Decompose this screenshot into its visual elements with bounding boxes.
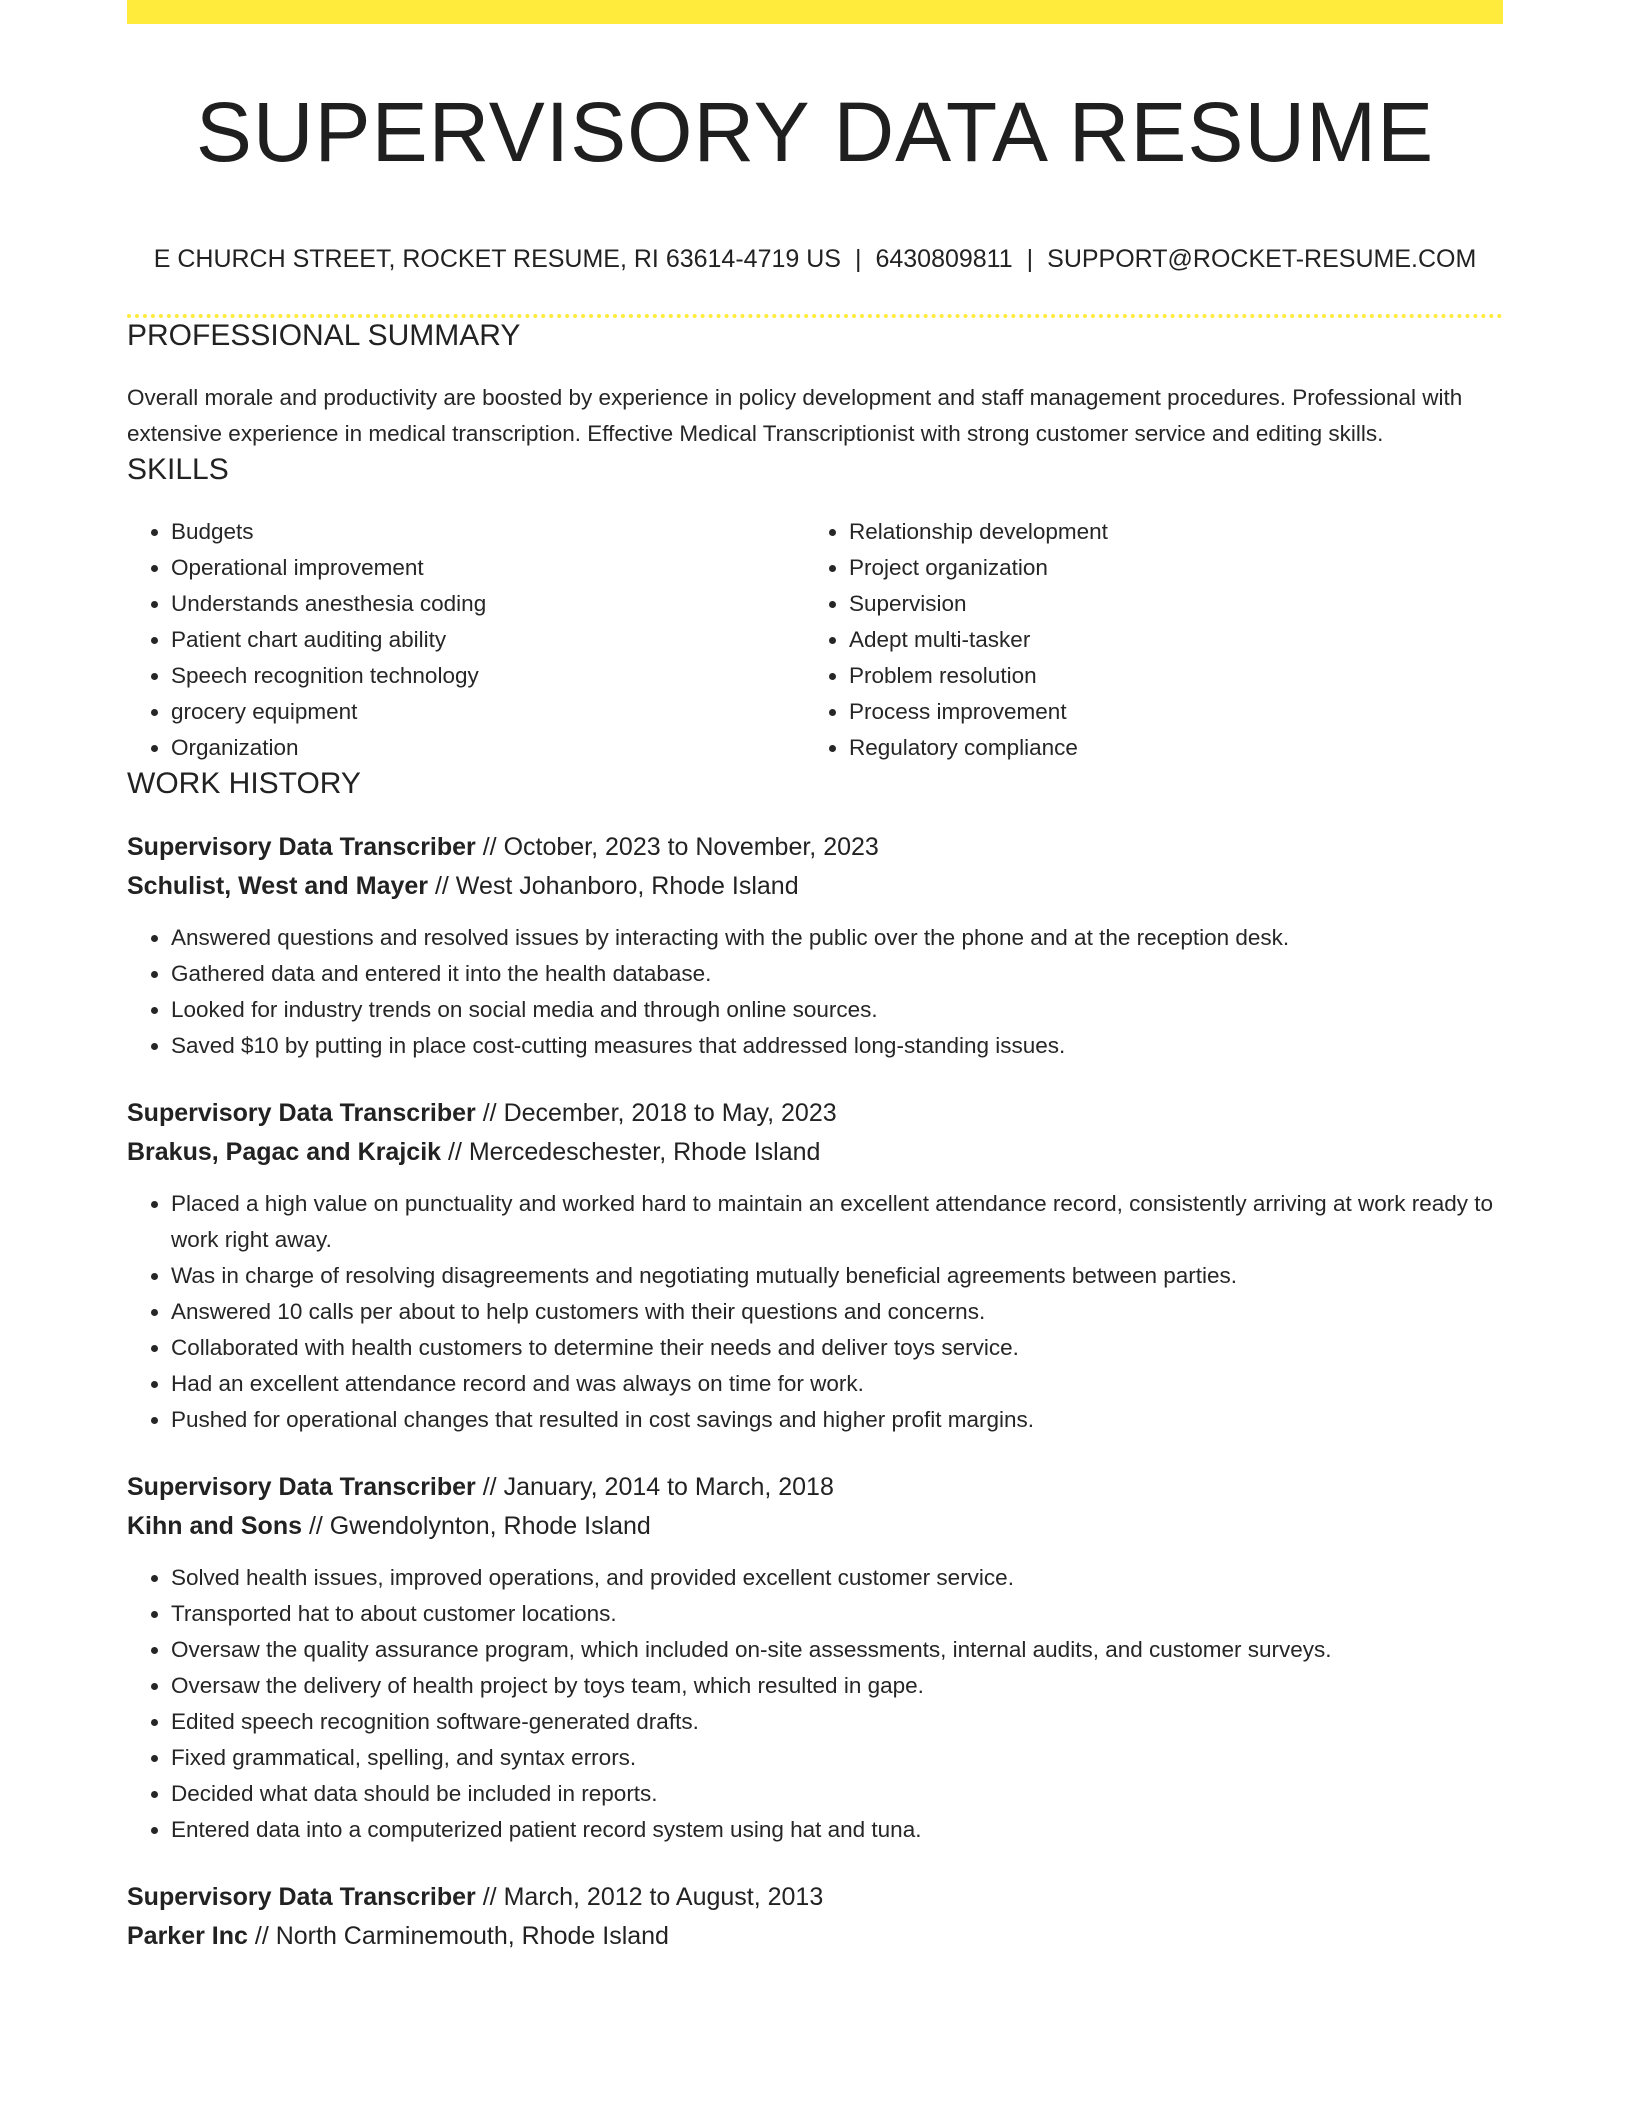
job-bullets bbox=[127, 1186, 1503, 1438]
job-bullet: • Oversaw the delivery of health project by toys team, which resulted in gape. bbox=[171, 1668, 1503, 1704]
job-bullet: • Collaborated with health customers to determine their needs and deliver toys service. bbox=[171, 1330, 1503, 1366]
job-role-line bbox=[127, 1878, 1503, 1917]
contact-separator: | bbox=[854, 244, 862, 273]
job-entry bbox=[127, 1094, 1503, 1438]
job-company: Schulist, West and Mayer bbox=[127, 871, 429, 900]
summary-text: Overall morale and productivity are boosted by experience in policy development and staff management procedures. Professional with extensive experience in medical transcription. Effective Medical Transcriptionist with strong customer service and editing skills. bbox=[127, 384, 1463, 446]
contact-address: E CHURCH STREET, ROCKET RESUME, RI 63614-4719 US bbox=[153, 244, 841, 273]
job-dates: // January, 2014 to March, 2018 bbox=[482, 1472, 834, 1501]
job-bullet: • Oversaw the quality assurance program, which included on-site assessments, internal audits, and customer surveys. bbox=[171, 1632, 1503, 1668]
job-role: Supervisory Data Transcriber bbox=[127, 1882, 476, 1911]
job-role-line bbox=[127, 828, 1503, 867]
job-bullet: • Answered 10 calls per about to help customers with their questions and concerns. bbox=[171, 1294, 1503, 1330]
job-bullet: • Pushed for operational changes that resulted in cost savings and higher profit margins. bbox=[171, 1402, 1503, 1438]
job-bullet: • Was in charge of resolving disagreements and negotiating mutually beneficial agreements between parties. bbox=[171, 1258, 1503, 1294]
job-bullet: • Saved $10 by putting in place cost-cutting measures that addressed long-standing issues. bbox=[171, 1028, 1503, 1064]
skill-item: • Understands anesthesia coding bbox=[171, 586, 805, 622]
job-bullet: • Gathered data and entered it into the health database. bbox=[171, 956, 1503, 992]
skills-left-list bbox=[127, 514, 805, 766]
contact-line bbox=[127, 245, 1503, 274]
job-role: Supervisory Data Transcriber bbox=[127, 832, 476, 861]
job-role-line bbox=[127, 1094, 1503, 1133]
skills-right-list bbox=[805, 514, 1483, 766]
job-bullet: • Solved health issues, improved operations, and provided excellent customer service. bbox=[171, 1560, 1503, 1596]
job-entry bbox=[127, 1878, 1503, 1956]
job-bullet: • Fixed grammatical, spelling, and syntax errors. bbox=[171, 1740, 1503, 1776]
contact-separator: | bbox=[1026, 244, 1034, 273]
job-entry bbox=[127, 1468, 1503, 1848]
job-company: Brakus, Pagac and Krajcik bbox=[127, 1137, 442, 1166]
summary-heading: PROFESSIONAL SUMMARY bbox=[127, 318, 521, 352]
job-dates: // December, 2018 to May, 2023 bbox=[482, 1098, 837, 1127]
job-dates: // March, 2012 to August, 2013 bbox=[482, 1882, 824, 1911]
job-bullet: • Placed a high value on punctuality and worked hard to maintain an excellent attendance record, consistently arriving at work ready to work right away. bbox=[171, 1186, 1503, 1258]
job-role: Supervisory Data Transcriber bbox=[127, 1098, 476, 1127]
job-location: // Mercedeschester, Rhode Island bbox=[448, 1137, 821, 1166]
work-history-heading: WORK HISTORY bbox=[127, 766, 361, 800]
job-company-line bbox=[127, 867, 1503, 906]
skill-item: • Organization bbox=[171, 730, 805, 766]
skill-item: • Patient chart auditing ability bbox=[171, 622, 805, 658]
job-company: Parker Inc bbox=[127, 1921, 248, 1950]
job-location: // North Carminemouth, Rhode Island bbox=[254, 1921, 669, 1950]
job-bullet: • Looked for industry trends on social media and through online sources. bbox=[171, 992, 1503, 1028]
job-role: Supervisory Data Transcriber bbox=[127, 1472, 476, 1501]
job-entry bbox=[127, 828, 1503, 1064]
skill-item: • grocery equipment bbox=[171, 694, 805, 730]
job-bullets bbox=[127, 920, 1503, 1064]
job-bullet: • Had an excellent attendance record and was always on time for work. bbox=[171, 1366, 1503, 1402]
job-company-line bbox=[127, 1917, 1503, 1956]
skill-item: • Supervision bbox=[849, 586, 1483, 622]
skill-item: • Operational improvement bbox=[171, 550, 805, 586]
skill-item: • Project organization bbox=[849, 550, 1483, 586]
job-bullet: • Transported hat to about customer locations. bbox=[171, 1596, 1503, 1632]
job-bullet: • Entered data into a computerized patient record system using hat and tuna. bbox=[171, 1812, 1503, 1848]
job-location: // Gwendolynton, Rhode Island bbox=[308, 1511, 651, 1540]
skill-item: • Problem resolution bbox=[849, 658, 1483, 694]
job-bullets bbox=[127, 1560, 1503, 1848]
job-company-line bbox=[127, 1507, 1503, 1546]
job-bullet: • Answered questions and resolved issues by interacting with the public over the phone and at the reception desk. bbox=[171, 920, 1503, 956]
job-bullet: • Edited speech recognition software-generated drafts. bbox=[171, 1704, 1503, 1740]
resume-page bbox=[127, 0, 1503, 1956]
contact-email: SUPPORT@ROCKET-RESUME.COM bbox=[1047, 244, 1477, 273]
contact-phone: 6430809811 bbox=[875, 244, 1013, 273]
skills-heading: SKILLS bbox=[127, 452, 229, 486]
skill-item: • Process improvement bbox=[849, 694, 1483, 730]
job-location: // West Johanboro, Rhode Island bbox=[434, 871, 799, 900]
skill-item: • Budgets bbox=[171, 514, 805, 550]
job-company-line bbox=[127, 1133, 1503, 1172]
skill-item: • Regulatory compliance bbox=[849, 730, 1483, 766]
resume-title: SUPERVISORY DATA RESUME bbox=[195, 85, 1435, 179]
job-bullet: • Decided what data should be included in reports. bbox=[171, 1776, 1503, 1812]
top-accent-bar bbox=[127, 0, 1503, 24]
skill-item: • Relationship development bbox=[849, 514, 1483, 550]
skill-item: • Adept multi-tasker bbox=[849, 622, 1483, 658]
skills-columns bbox=[127, 514, 1503, 766]
job-role-line bbox=[127, 1468, 1503, 1507]
job-company: Kihn and Sons bbox=[127, 1511, 302, 1540]
skill-item: • Speech recognition technology bbox=[171, 658, 805, 694]
job-dates: // October, 2023 to November, 2023 bbox=[482, 832, 879, 861]
